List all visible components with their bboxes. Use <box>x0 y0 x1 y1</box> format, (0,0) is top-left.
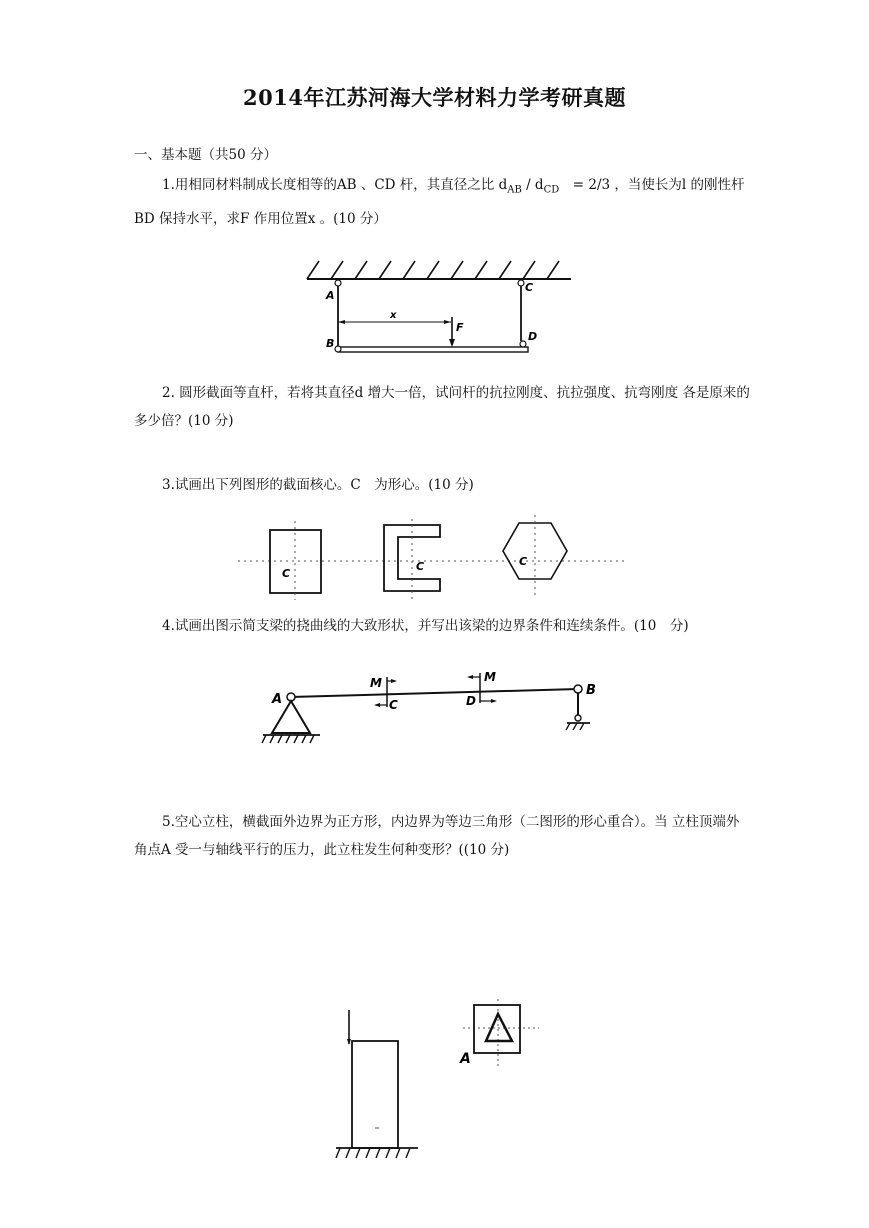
q1-sub-cd: CD <box>543 184 560 196</box>
question-1 <box>134 171 752 233</box>
q1-text-a: 1.用相同材料制成长度相等的AB 、CD 杆，其直径之比 d <box>162 177 508 193</box>
fig4-label-b: B <box>586 683 596 698</box>
fig4-label-c: C <box>389 698 398 712</box>
fig4-label-m1: M <box>370 676 382 690</box>
fig4-label-a: A <box>272 692 283 707</box>
fig4-label-m2: M <box>484 670 496 684</box>
q1-sub-ab: AB <box>507 184 522 196</box>
question-3: 3.试画出下列图形的截面核心。C 为形心。(10 分) <box>162 477 474 493</box>
figure-q5-cross-section <box>455 997 555 1072</box>
fig1-label-x: x <box>390 310 397 321</box>
figure-q4-simply-supported-beam <box>258 665 598 750</box>
question-2: 2. 圆形截面等直杆，若将其直径d 增大一倍，试问杆的抗拉刚度、抗拉强度、抗弯刚度 各是原来的多少倍？(10 分) <box>134 385 750 429</box>
figure-q3-cross-sections <box>238 515 626 600</box>
fig1-label-f: F <box>456 321 464 334</box>
fig1-label-d: D <box>528 330 538 343</box>
fig1-label-b: B <box>326 337 335 350</box>
figure-q1-rigid-bar <box>295 255 585 367</box>
q1-text-c: = 2/3 ，当使长为l 的刚性杆BD 保持水平，求F 作用位置x 。(10 分） <box>134 177 745 227</box>
fig1-label-c: C <box>525 281 534 294</box>
fig1-label-a: A <box>326 289 335 302</box>
question-5: 5.空心立柱，横截面外边界为正方形，内边界为等边三角形（二图形的形心重合）。当 立柱顶端外角点A 受一与轴线平行的压力，此立柱发生何种变形？((10 分) <box>134 814 740 858</box>
fig3-label-c2: C <box>416 560 425 573</box>
section-heading: 一、基本题（共50 分） <box>134 147 277 163</box>
fig3-label-c3: C <box>519 555 528 568</box>
fig3-label-c1: C <box>282 567 291 580</box>
q1-text-b: / d <box>521 177 544 193</box>
fig4-label-d: D <box>466 694 476 708</box>
page-title: 2014年江苏河海大学材料力学考研真题 <box>243 85 626 110</box>
question-4: 4.试画出图示简支梁的挠曲线的大致形状，并写出该梁的边界条件和连续条件。(10 分) <box>162 618 689 634</box>
fig5-label-a: A <box>460 1051 471 1067</box>
figure-q5-column <box>330 1008 430 1168</box>
